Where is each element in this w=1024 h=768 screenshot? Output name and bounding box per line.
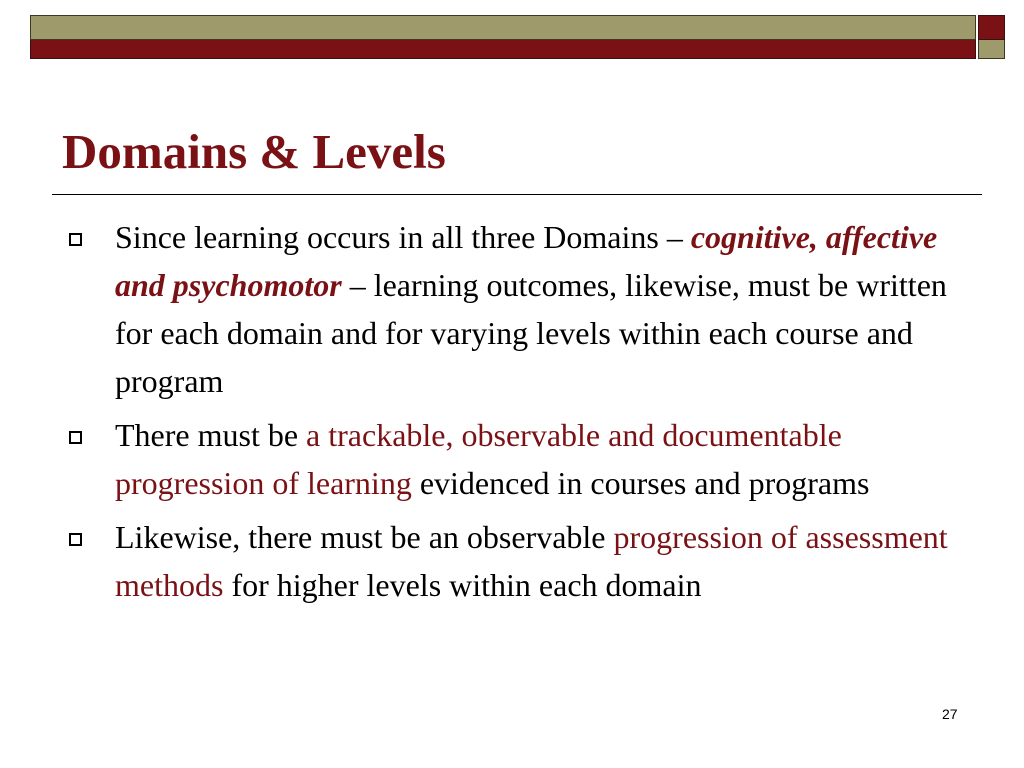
square-bullet-icon — [69, 233, 82, 246]
highlight-text: a trackable, observable and documentable progression of learning — [115, 417, 842, 501]
header-band-olive — [30, 15, 976, 40]
square-bullet-icon — [69, 431, 82, 444]
bullet-text: There must be — [115, 417, 307, 453]
bullet-text: – learning outcomes, likewise, must be written for each domain and for varying levels within each course and program — [115, 267, 947, 399]
bullet-text: for higher levels within each domain — [223, 567, 702, 603]
title-divider — [52, 194, 982, 195]
corner-square-olive — [978, 40, 1005, 59]
highlight-text: progression of assessment methods — [115, 519, 948, 603]
square-bullet-icon — [69, 533, 82, 546]
bullet-item — [68, 513, 973, 609]
header-band-maroon — [30, 40, 976, 59]
corner-square-maroon — [978, 15, 1005, 40]
slide-title: Domains & Levels — [62, 124, 446, 179]
bullet-text: Likewise, there must be an observable — [115, 519, 614, 555]
emphasis-text: cognitive, affective and psychomotor — [115, 219, 938, 303]
bullet-text: evidenced in courses and programs — [411, 465, 870, 501]
bullet-item — [68, 411, 973, 507]
bullet-list — [68, 213, 973, 615]
bullet-item — [68, 213, 973, 405]
page-number: 27 — [942, 706, 958, 722]
bullet-text: Since learning occurs in all three Domains – — [115, 219, 691, 255]
